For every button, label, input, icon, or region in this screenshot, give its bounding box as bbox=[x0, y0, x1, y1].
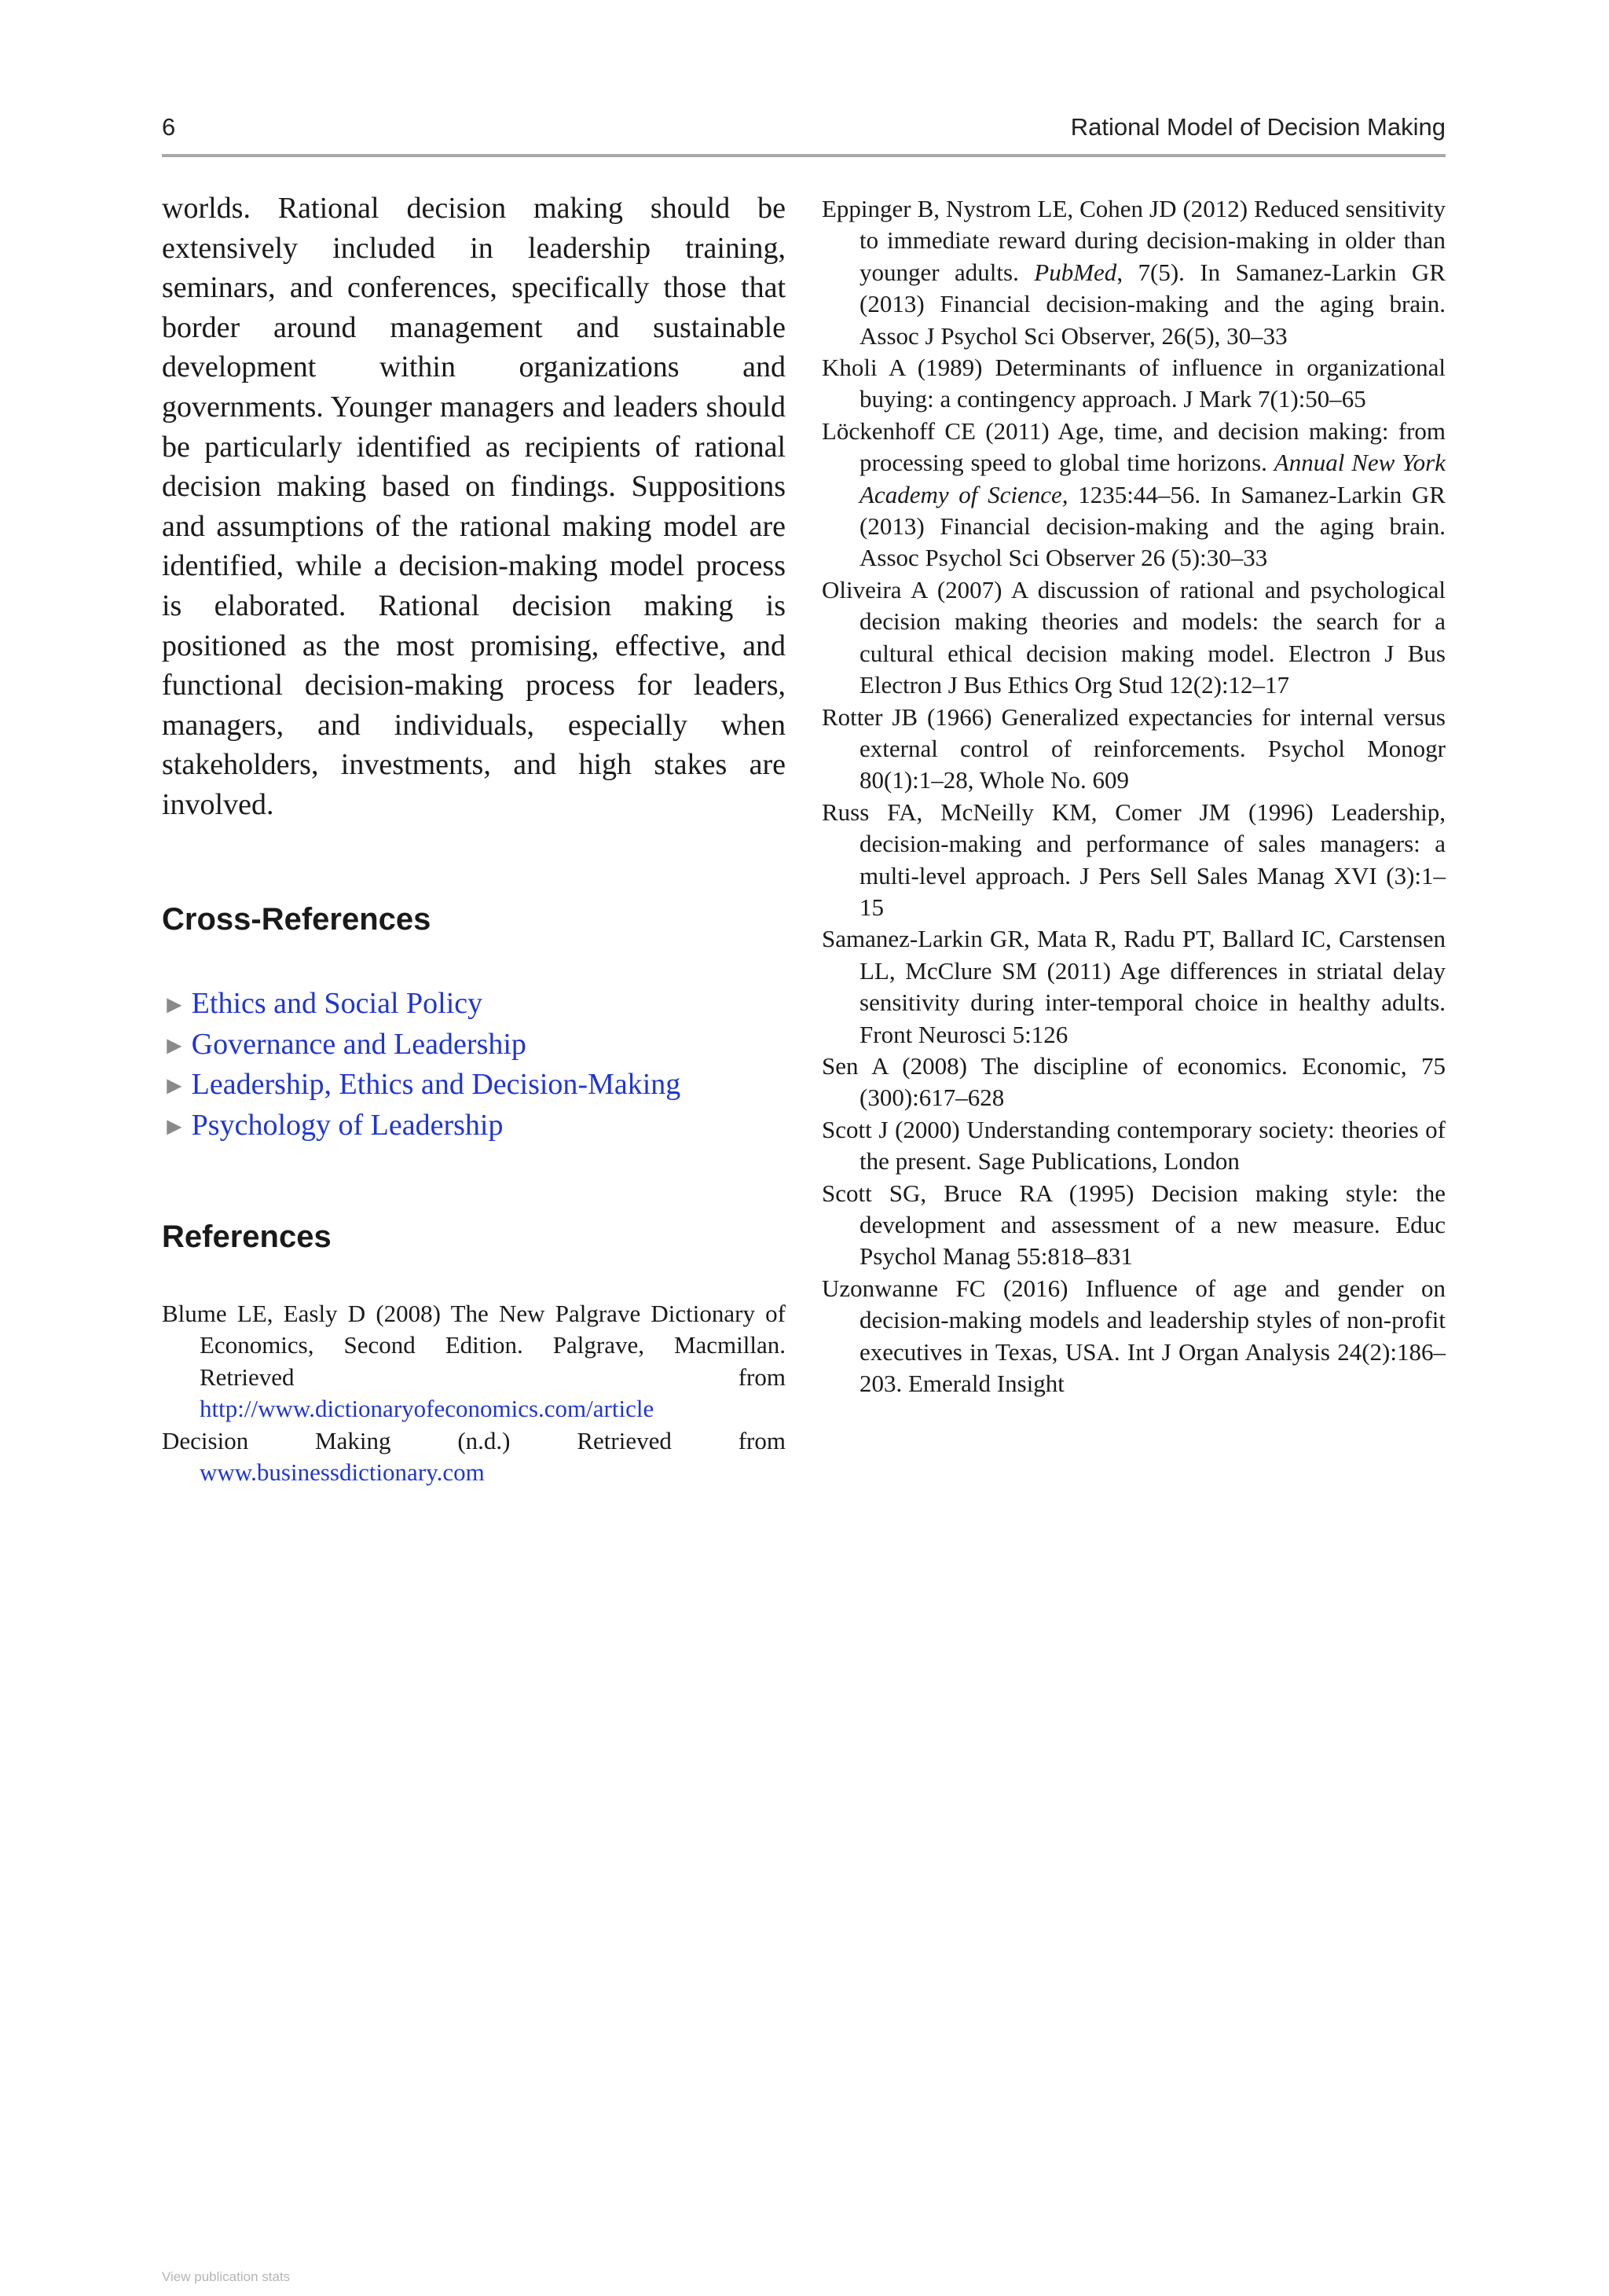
reference-text-tail: , 7(5). In Samanez-Larkin GR (2013) Financial decision-making and the aging brain. Assoc J Psychol Sci Observer, 26(5), 30–33 bbox=[859, 258, 1446, 350]
reference-entry bbox=[822, 1114, 1446, 1178]
reference-entry bbox=[162, 1425, 786, 1489]
reference-entry bbox=[822, 416, 1446, 574]
reference-text: Decision Making (n.d.) Retrieved from bbox=[162, 1426, 786, 1454]
cross-reference-item[interactable] bbox=[162, 984, 786, 1025]
reference-text-tail: 1235:44–56. In Samanez-Larkin GR (2013) Financial decision-making and the aging brain. Assoc Psychol Sci Observer 26 (5):30–33 bbox=[859, 480, 1446, 572]
reference-text: Löckenhoff CE (2011) Age, time, and decision making: from processing speed to global time horizons. bbox=[822, 416, 1446, 477]
reference-entry bbox=[822, 1051, 1446, 1114]
reference-text: Sen A (2008) The discipline of economics. Economic, 75 (300):617–628 bbox=[822, 1051, 1446, 1112]
reference-entry bbox=[822, 702, 1446, 797]
reference-entry bbox=[162, 1298, 786, 1425]
body-paragraph: worlds. Rational decision making should be extensively included in leadership training, seminars, and conferences, specifically those that border around management and sustainable development within organizations and governments. Younger managers and leaders should be particularly identified as recipients of rational decision making based on findings. Suppositions and assumptions of the rational making model are identified, while a decision-making model process is elaborated. Rational decision making is positioned as the most promising, effective, and functional decision-making process for leaders, managers, and individuals, especially when stakeholders, investments, and high stakes are involved. bbox=[162, 192, 786, 821]
running-header bbox=[162, 110, 1446, 157]
references-heading: References bbox=[162, 1220, 332, 1254]
reference-link[interactable]: www.businessdictionary.com bbox=[200, 1458, 485, 1487]
cross-reference-item[interactable] bbox=[162, 1065, 786, 1106]
reference-text: Samanez-Larkin GR, Mata R, Radu PT, Ballard IC, Carstensen LL, McClure SM (2011) Age differences in striatal delay sensitivity during inter-temporal choice in healthy adults. Front Neurosci 5:126 bbox=[822, 925, 1446, 1048]
arrow-icon: ► bbox=[162, 1111, 187, 1140]
cross-reference-link[interactable]: Psychology of Leadership bbox=[191, 1108, 504, 1142]
reference-entry bbox=[822, 574, 1446, 702]
reference-entry bbox=[822, 193, 1446, 352]
references-list-left bbox=[162, 1298, 786, 1488]
cross-reference-item[interactable] bbox=[162, 1025, 786, 1065]
references-list-right bbox=[822, 193, 1446, 1399]
reference-journal: PubMed bbox=[1034, 258, 1117, 286]
reference-text: Oliveira A (2007) A discussion of rational and psychological decision making theories and models: the search for a cultural ethical decision making model. Electron J Bus Electron J Bus Ethics Org Stud 12(2):12–17 bbox=[822, 575, 1446, 699]
reference-text: Kholi A (1989) Determinants of influence in organizational buying: a contingency approach. J Mark 7(1):50–65 bbox=[822, 354, 1446, 413]
cross-reference-item[interactable] bbox=[162, 1106, 786, 1146]
cross-reference-list bbox=[162, 984, 786, 1146]
cross-references-heading: Cross-References bbox=[162, 902, 431, 937]
reference-text: Scott SG, Bruce RA (1995) Decision making style: the development and assessment of a new measure. Educ Psychol Manag 55:818–831 bbox=[822, 1179, 1446, 1271]
arrow-icon: ► bbox=[162, 1071, 187, 1100]
running-title: Rational Model of Decision Making bbox=[1070, 113, 1446, 141]
reference-entry bbox=[822, 1178, 1446, 1273]
reference-text: Blume LE, Easly D (2008) The New Palgrave Dictionary of Economics, Second Edition. Palgrave, Macmillan. Retrieved from bbox=[162, 1300, 786, 1391]
reference-entry bbox=[822, 1273, 1446, 1400]
arrow-icon: ► bbox=[162, 1030, 187, 1059]
cross-reference-link[interactable]: Ethics and Social Policy bbox=[191, 987, 483, 1020]
page-number: 6 bbox=[162, 113, 176, 141]
cross-reference-link[interactable]: Governance and Leadership bbox=[191, 1027, 526, 1061]
view-publication-stats-link[interactable]: View publication stats bbox=[162, 2269, 291, 2284]
reference-text: Rotter JB (1966) Generalized expectancies for internal versus external control of reinforcements. Psychol Monogr 80(1):1–28, Whole No. 609 bbox=[822, 702, 1446, 794]
reference-entry bbox=[822, 797, 1446, 924]
left-column bbox=[162, 189, 786, 825]
cross-reference-link[interactable]: Leadership, Ethics and Decision-Making bbox=[191, 1068, 681, 1102]
reference-text: Russ FA, McNeilly KM, Comer JM (1996) Leadership, decision-making and performance of sales managers: a multi-level approach. J Pers Sell Sales Manag XVI (3):1–15 bbox=[822, 798, 1446, 921]
reference-text: Scott J (2000) Understanding contemporary society: theories of the present. Sage Publications, London bbox=[822, 1115, 1446, 1176]
reference-entry bbox=[822, 923, 1446, 1051]
reference-entry bbox=[822, 352, 1446, 416]
reference-text: Uzonwanne FC (2016) Influence of age and gender on decision-making models and leadership styles of non-profit executives in Texas, USA. Int J Organ Analysis 24(2):186–203. Emerald Insight bbox=[822, 1274, 1446, 1398]
reference-text: Eppinger B, Nystrom LE, Cohen JD (2012) Reduced sensitivity to immediate reward during decision-making in older than younger adults. bbox=[822, 195, 1446, 286]
reference-link[interactable]: http://www.dictionaryofeconomics.com/article bbox=[200, 1395, 654, 1423]
arrow-icon: ► bbox=[162, 990, 187, 1018]
reference-journal: Annual New York Academy of Science, bbox=[859, 449, 1446, 508]
